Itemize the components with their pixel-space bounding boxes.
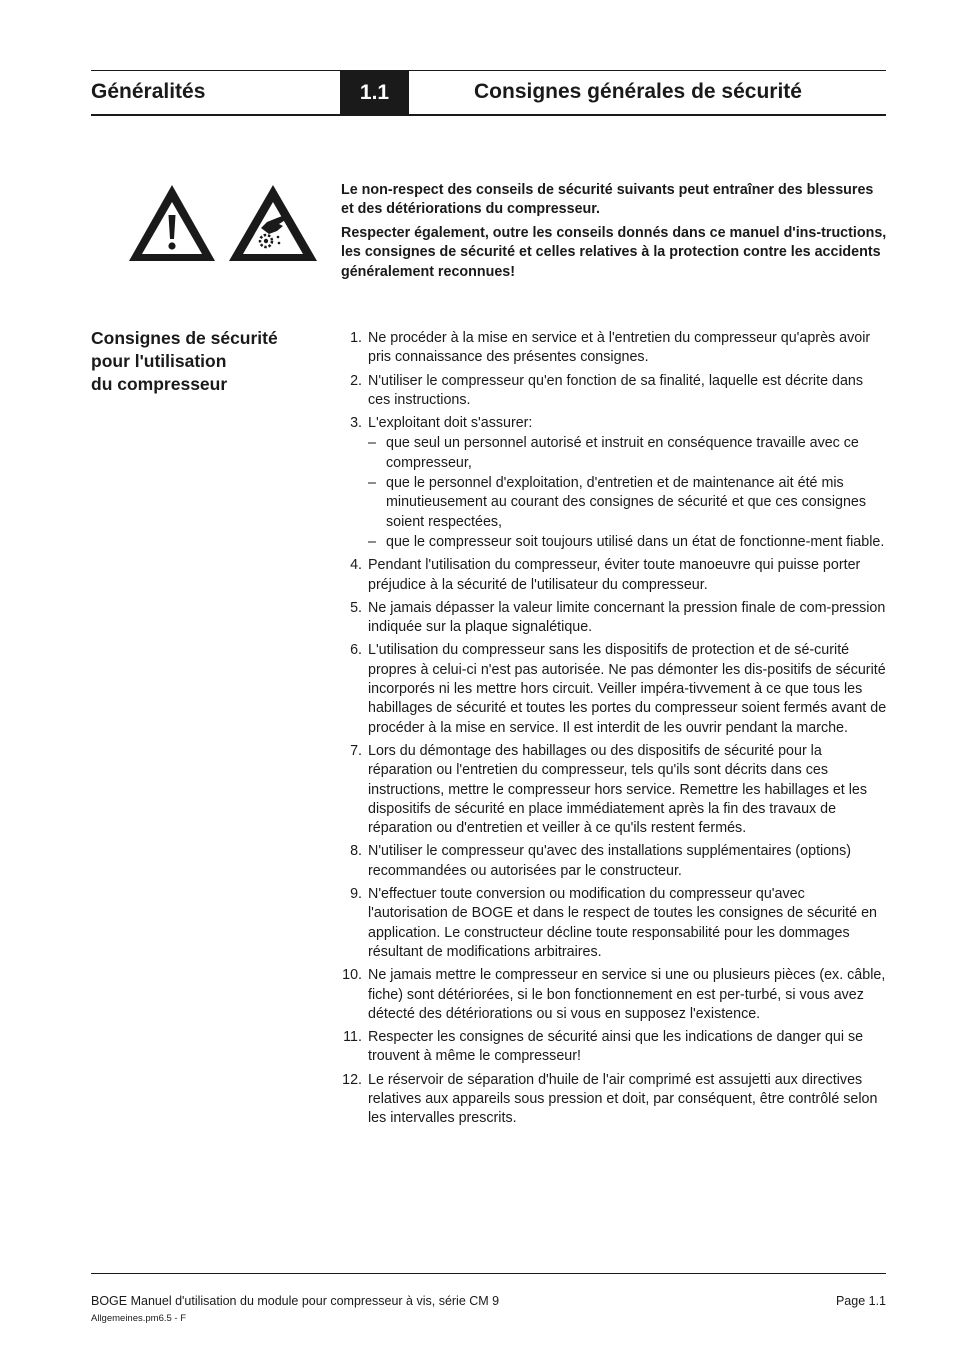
intro-paragraph: Respecter également, outre les conseils donnés dans ce manuel d'ins-tructions, les consignes de sécurité et celles relatives à la protection contre les accidents généralement reconnues! <box>341 224 887 280</box>
hazard-icons <box>127 182 319 264</box>
item-number: 8. <box>350 843 362 860</box>
header-rule-top <box>91 70 886 71</box>
warning-triangle-icon <box>129 185 215 261</box>
footer-rule <box>91 1273 886 1274</box>
side-title-line: du compresseur <box>91 374 228 394</box>
item-number: 12. <box>342 1071 362 1088</box>
item-text: Ne procéder à la mise en service et à l'entretien du compresseur qu'après avoir pris connaissance des présentes consignes. <box>368 330 871 366</box>
sub-item-text: que le compresseur soit toujours utilisé dans un état de fonctionne-ment fiable. <box>386 533 885 550</box>
item-text: Le réservoir de séparation d'huile de l'air comprimé est assujetti aux directives relatives aux appareils sous pression et doit, par conséquent, être contrôlé selon les intervalles prescrits. <box>368 1071 878 1127</box>
sub-item <box>368 434 887 473</box>
sub-item-text: que seul un personnel autorisé et instruit en conséquence travaille avec ce compresseur, <box>386 435 859 471</box>
safety-instructions-list <box>341 329 887 1133</box>
item-number: 5. <box>350 599 362 616</box>
header-number: 1.1 <box>340 71 409 115</box>
safety-intro <box>341 181 887 286</box>
list-item <box>341 885 887 962</box>
item-number: 11. <box>343 1029 362 1046</box>
list-item <box>341 842 887 881</box>
list-item <box>341 1071 887 1129</box>
list-item <box>341 599 887 638</box>
dash-bullet: – <box>368 435 376 452</box>
item-number: 9. <box>350 886 362 903</box>
side-title-line: pour l'utilisation <box>91 351 227 371</box>
gear-hand-hazard-icon <box>229 185 317 261</box>
item-number: 4. <box>350 557 362 574</box>
sub-item <box>368 474 887 532</box>
item-text: N'utiliser le compresseur qu'avec des installations supplémentaires (options) recommandées ou autorisées par le constructeur. <box>368 843 852 879</box>
item-text: L'exploitant doit s'assurer: <box>368 415 533 432</box>
item-text: N'utiliser le compresseur qu'en fonction de sa finalité, laquelle est décrite dans ces instructions. <box>368 372 864 408</box>
item-text: Ne jamais mettre le compresseur en service si une ou plusieurs pièces (ex. câble, fiche) sont détériorées, si le bon fonctionnement en est per-turbé, si vous avez détecté des détériorations ou si vous en supposez l'existence. <box>368 967 886 1022</box>
header-title: Consignes générales de sécurité <box>474 80 802 103</box>
footer-manual-title: BOGE Manuel d'utilisation du module pour compresseur à vis, série CM 9 <box>91 1294 500 1308</box>
list-item <box>341 556 887 595</box>
list-item <box>341 641 887 737</box>
item-text: L'utilisation du compresseur sans les dispositifs de protection et de sé-curité propres à celui-ci n'est pas autorisée. Ne pas démonter les dis-positifs de sécurité incorporés ni les mettre hors circuit. Veiller impéra-tivvement à ce que tous les habillages de sécurité et toutes les portes du compresseur soient fermés avant de procéder à la mise en service. Il est interdit de les ouvrir pendant la marche. <box>368 642 887 736</box>
list-item <box>341 1028 887 1067</box>
dash-bullet: – <box>368 533 376 550</box>
list-item <box>341 372 887 411</box>
item-number: 3. <box>350 415 362 432</box>
sub-item-text: que le personnel d'exploitation, d'entretien et de maintenance ait été mis minutieusement au courant des consignes de sécurité et que ces consignes soient respectées, <box>386 475 867 530</box>
list-item <box>341 329 887 368</box>
item-text: Respecter les consignes de sécurité ainsi que les indications de danger qui se trouvent à même le compresseur! <box>368 1029 864 1065</box>
item-text: Pendant l'utilisation du compresseur, éviter toute manoeuvre qui puisse porter préjudice à la sécurité de l'utilisateur du compresseur. <box>368 557 861 593</box>
footer-file-name: Allgemeines.pm6.5 - F <box>91 1313 187 1324</box>
sub-item <box>368 533 887 552</box>
item-text: Lors du démontage des habillages ou des dispositifs de sécurité pour la réparation ou l'entretien du compresseur, tels qu'ils sont décrits dans ces instructions, mettre le compresseur hors service. Remettre les habillages et les dispositifs de sécurité en place immédiatement après la fin des travaux de réparation ou d'entretien et veiller à ce qu'ils restent fermés. <box>368 742 868 837</box>
item-text: N'effectuer toute conversion ou modification du compresseur qu'avec l'autorisation de BOGE et dans le respect de toutes les consignes de sécurité en application. Le constructeur décline toute responsabilité pour les dommages résultant de modifications arbitraires. <box>368 886 877 960</box>
item-number: 6. <box>350 642 362 659</box>
list-item <box>341 414 887 552</box>
item-text: Ne jamais dépasser la valeur limite concernant la pression finale de com-pression indiquée sur la plaque signalétique. <box>368 599 886 636</box>
intro-paragraph: Le non-respect des conseils de sécurité suivants peut entraîner des blessures et des détériorations du compresseur. <box>341 182 874 218</box>
side-title-line: Consignes de sécurité <box>91 328 278 348</box>
dash-bullet: – <box>368 475 376 492</box>
footer-page-number: Page 1.1 <box>835 1294 886 1308</box>
item-number: 10. <box>342 967 362 984</box>
item-number: 2. <box>350 372 362 389</box>
section-side-title <box>91 327 321 396</box>
list-item <box>341 966 887 1024</box>
list-item <box>341 742 887 838</box>
item-number: 7. <box>350 742 362 759</box>
header-rule-bottom <box>91 114 886 116</box>
item-number: 1. <box>350 330 362 346</box>
header-section: Généralités <box>91 80 206 103</box>
